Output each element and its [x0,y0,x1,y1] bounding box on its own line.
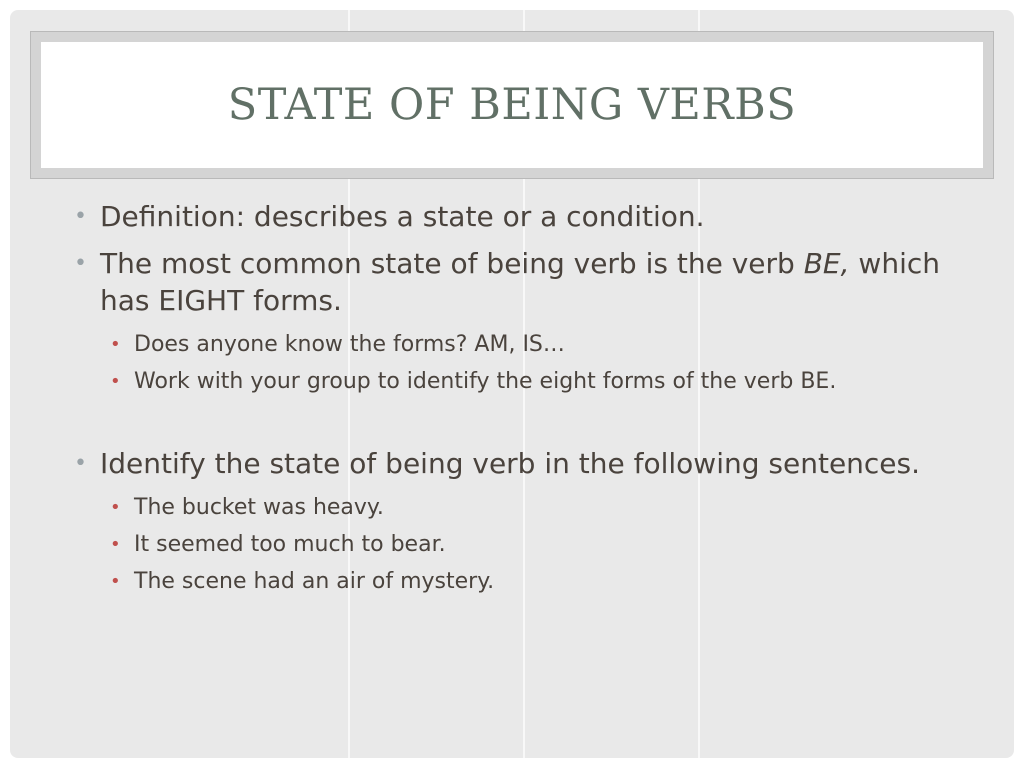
bullet-dot-icon: • [74,251,87,276]
bullet-identify [72,445,952,482]
bullet-definition [72,198,952,235]
sub-bullet-dot-icon: • [110,334,121,355]
sub-bullet-text: Does anyone know the forms? AM, IS… [134,332,565,357]
sub-bullet-sentence-2 [72,529,952,561]
sub-bullet-dot-icon: • [110,497,121,518]
sub-bullet-text: The scene had an air of mystery. [134,569,495,594]
sub-bullet-forms-question [72,329,952,361]
bullet-text: Identify the state of being verb in the following sentences. [100,447,921,480]
slide [10,10,1014,758]
sub-bullet-dot-icon: • [110,371,121,392]
slide-content [72,198,952,603]
bullet-text-suffix: which has EIGHT forms. [100,247,940,317]
bullet-text: Definition: describes a state or a condition. [100,200,705,233]
sub-bullet-sentence-1 [72,492,952,524]
sub-bullet-dot-icon: • [110,534,121,555]
title-frame [30,31,994,179]
sub-bullet-sentence-3 [72,566,952,598]
bullet-text-emphasis: BE, [803,247,850,280]
sub-bullet-text: It seemed too much to bear. [134,532,446,557]
bullet-dot-icon: • [74,204,87,229]
sub-bullet-group-work [72,366,952,398]
sub-bullet-dot-icon: • [110,571,121,592]
bullet-be-verb [72,245,952,319]
bullet-text-prefix: The most common state of being verb is the verb [100,247,804,280]
slide-title: STATE OF BEING VERBS [227,80,797,130]
spacer [72,403,952,445]
bullet-dot-icon: • [74,451,87,476]
sub-bullet-text: The bucket was heavy. [134,495,384,520]
title-box [41,42,983,168]
sub-bullet-text: Work with your group to identify the eight forms of the verb BE. [134,369,837,394]
